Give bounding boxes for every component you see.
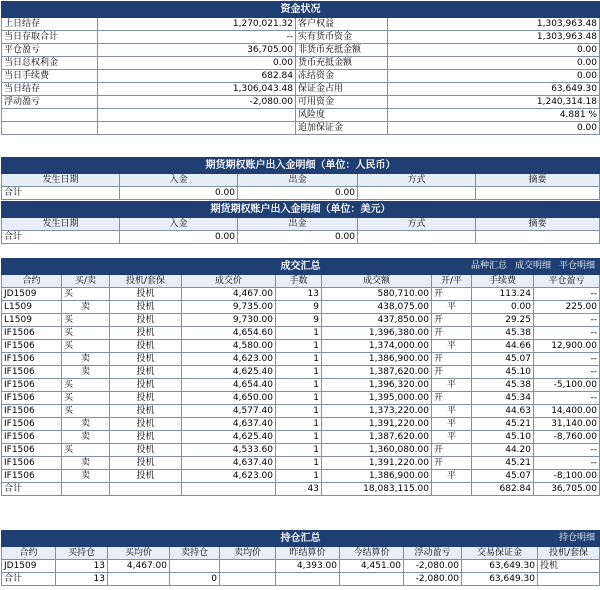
trade-cell: --: [534, 366, 600, 379]
trade-cell: 卖: [62, 353, 110, 366]
trade-cell: 44.66: [472, 340, 534, 353]
trade-cell: 投机: [110, 288, 182, 301]
trade-summary-table: [1, 258, 600, 496]
fund-right-value: 1,303,963.48: [388, 31, 600, 44]
position-detail-link[interactable]: 持仓明细: [558, 533, 595, 543]
trade-cell: --: [534, 353, 600, 366]
trade-cell: 开: [432, 366, 472, 379]
trade-cell: --: [534, 288, 600, 301]
fund-right-label: 实有货币资金: [296, 31, 388, 44]
trade-cell: --: [534, 327, 600, 340]
trade-cell: 45.21: [472, 457, 534, 470]
trade-row: [2, 470, 600, 483]
trade-cell: 4,637.40: [182, 457, 276, 470]
fund-left-label: 当日存取合计: [2, 31, 98, 44]
fund-left-label: 当日手续费: [2, 70, 98, 83]
fund-right-label: 冻结资金: [296, 70, 388, 83]
trade-row: [2, 444, 600, 457]
trade-row: [2, 366, 600, 379]
trade-cell: 1,374,000.00: [322, 340, 432, 353]
trade-cell: 4,650.00: [182, 392, 276, 405]
trade-link[interactable]: 平仓明细: [558, 261, 595, 271]
trade-total-amount: 18,083,115.00: [322, 483, 432, 496]
trade-cell: IF1506: [2, 444, 62, 457]
usd-total-label: 合计: [2, 231, 120, 244]
trade-cell: 4,625.40: [182, 431, 276, 444]
trade-row: [2, 405, 600, 418]
trade-cell: 4,577.40: [182, 405, 276, 418]
trade-cell: IF1506: [2, 418, 62, 431]
trade-cell: 437,850.00: [322, 314, 432, 327]
trade-cell: 225.00: [534, 301, 600, 314]
cny-total-out: 0.00: [238, 187, 358, 200]
fund-right-label: 货币充抵金额: [296, 57, 388, 70]
trade-cell: 1,386,900.00: [322, 353, 432, 366]
trade-cell: JD1509: [2, 288, 62, 301]
trade-cell: 开: [432, 392, 472, 405]
trade-cell: 4,533.60: [182, 444, 276, 457]
trade-cell: 卖: [62, 418, 110, 431]
trade-cell: 9,730.00: [182, 314, 276, 327]
trade-cell: 平: [432, 301, 472, 314]
cny-total-in: 0.00: [120, 187, 238, 200]
trade-cell: 卖: [62, 457, 110, 470]
trade-cell: 卖: [62, 470, 110, 483]
trade-cell: IF1506: [2, 470, 62, 483]
position-summary-title: 持仓汇总: [280, 533, 321, 544]
trade-cell: 45.10: [472, 431, 534, 444]
trade-cell: 580,710.00: [322, 288, 432, 301]
fund-left-label: 当日结存: [2, 83, 98, 96]
fund-left-label: 浮动盈亏: [2, 96, 98, 109]
position-total-margin: 63,649.30: [462, 573, 538, 586]
trade-cell: 卖: [62, 366, 110, 379]
trade-cell: IF1506: [2, 366, 62, 379]
trade-row: [2, 392, 600, 405]
trade-cell: IF1506: [2, 457, 62, 470]
trade-cell: IF1506: [2, 353, 62, 366]
trade-total-fee: 682.84: [472, 483, 534, 496]
trade-cell: 45.21: [472, 418, 534, 431]
trade-cell: 1,387,620.00: [322, 366, 432, 379]
fund-left-value: 1,306,043.48: [98, 83, 296, 96]
trade-cell: 9: [276, 301, 322, 314]
position-header-cell: 昨结算价: [276, 547, 340, 560]
trade-cell: 1: [276, 327, 322, 340]
fund-status-table: [1, 1, 600, 135]
trade-total-qty: 43: [276, 483, 322, 496]
trade-cell: 1,391,220.00: [322, 418, 432, 431]
trade-cell: 44.20: [472, 444, 534, 457]
fund-right-value: 4.881 %: [388, 109, 600, 122]
position-header-cell: 卖持仓: [170, 547, 220, 560]
trade-cell: 1: [276, 405, 322, 418]
trade-cell: 投机: [110, 457, 182, 470]
trade-cell: 45.34: [472, 392, 534, 405]
fund-row: [2, 83, 600, 96]
trade-cell: 438,075.00: [322, 301, 432, 314]
usd-total-out: 0.00: [238, 231, 358, 244]
trade-cell: --: [534, 314, 600, 327]
trade-cell: 1,387,620.00: [322, 431, 432, 444]
trade-cell: 平: [432, 418, 472, 431]
trade-cell: 113.24: [472, 288, 534, 301]
trade-cell: 平: [432, 379, 472, 392]
trade-cell: 4,637.40: [182, 418, 276, 431]
fund-left-value: 0.00: [98, 57, 296, 70]
trade-cell: 9: [276, 314, 322, 327]
fund-right-value: 0.00: [388, 122, 600, 135]
fund-left-label: 平仓盈亏: [2, 44, 98, 57]
fund-left-value: -2,080.00: [98, 96, 296, 109]
position-header-cell: 投机/套保: [538, 547, 600, 560]
trade-cell: 投机: [110, 379, 182, 392]
position-row: [2, 560, 600, 573]
usd-header-cell: 方式: [358, 218, 476, 231]
trade-cell: 4,623.00: [182, 470, 276, 483]
trade-cell: 1: [276, 366, 322, 379]
trade-row: [2, 327, 600, 340]
fund-right-value: 1,240,314.18: [388, 96, 600, 109]
trade-cell: IF1506: [2, 392, 62, 405]
fund-left-value: 1,270,021.32: [98, 18, 296, 31]
trade-cell: 1: [276, 444, 322, 457]
trade-cell: 买: [62, 379, 110, 392]
trade-cell: 45.38: [472, 379, 534, 392]
trade-cell: 1: [276, 457, 322, 470]
trade-cell: 投机: [110, 314, 182, 327]
fund-right-value: 0.00: [388, 57, 600, 70]
trade-row: [2, 314, 600, 327]
trade-cell: --: [534, 444, 600, 457]
usd-header-cell: 入金: [120, 218, 238, 231]
fund-left-empty: [2, 109, 98, 122]
position-header-cell: 合约: [2, 547, 56, 560]
trade-header-cell: 手数: [276, 275, 322, 288]
trade-cell: 1: [276, 340, 322, 353]
trade-cell: 4,467.00: [182, 288, 276, 301]
position-header-cell: 卖均价: [220, 547, 276, 560]
fund-row: [2, 57, 600, 70]
usd-deposit-title: 期货期权账户出入金明细（单位：美元）: [2, 202, 600, 218]
trade-cell: -5,100.00: [534, 379, 600, 392]
trade-cell: 投机: [110, 405, 182, 418]
trade-header-cell: 买/卖: [62, 275, 110, 288]
position-cell: -2,080.00: [404, 560, 462, 573]
cny-header-cell: 摘要: [476, 174, 600, 187]
trade-row: [2, 301, 600, 314]
cny-total-label: 合计: [2, 187, 120, 200]
trade-cell: 13: [276, 288, 322, 301]
trade-cell: 投机: [110, 301, 182, 314]
trade-cell: IF1506: [2, 327, 62, 340]
trade-cell: 31,140.00: [534, 418, 600, 431]
trade-cell: 开: [432, 353, 472, 366]
fund-left-empty: [98, 122, 296, 135]
trade-cell: 44.63: [472, 405, 534, 418]
trade-cell: 投机: [110, 444, 182, 457]
cny-header-cell: 出金: [238, 174, 358, 187]
position-cell: 63,649.30: [462, 560, 538, 573]
fund-row: [2, 31, 600, 44]
trade-cell: -8,760.00: [534, 431, 600, 444]
trade-cell: 投机: [110, 340, 182, 353]
usd-header-cell: 出金: [238, 218, 358, 231]
trade-cell: 买: [62, 340, 110, 353]
fund-right-label: 可用资金: [296, 96, 388, 109]
trade-summary-title: 成交汇总: [280, 261, 321, 272]
trade-cell: 1,360,080.00: [322, 444, 432, 457]
trade-row: [2, 431, 600, 444]
position-cell: 13: [56, 560, 108, 573]
trade-row: [2, 340, 600, 353]
fund-row: [2, 44, 600, 57]
trade-cell: 45.10: [472, 366, 534, 379]
position-header-cell: 买持仓: [56, 547, 108, 560]
trade-cell: 45.07: [472, 470, 534, 483]
trade-cell: 4,654.40: [182, 379, 276, 392]
cny-deposit-table: [1, 157, 600, 200]
trade-cell: IF1506: [2, 431, 62, 444]
trade-cell: 开: [432, 314, 472, 327]
trade-cell: 1: [276, 431, 322, 444]
trade-cell: 投机: [110, 418, 182, 431]
trade-cell: 1: [276, 418, 322, 431]
trade-cell: 4,625.40: [182, 366, 276, 379]
position-cell: 4,393.00: [276, 560, 340, 573]
fund-left-empty: [98, 109, 296, 122]
trade-cell: 卖: [62, 431, 110, 444]
fund-left-value: 36,705.00: [98, 44, 296, 57]
fund-left-label: 当日总权利金: [2, 57, 98, 70]
position-cell: [170, 560, 220, 573]
fund-right-value: 1,303,963.48: [388, 18, 600, 31]
position-cell: JD1509: [2, 560, 56, 573]
position-cell: 投机: [538, 560, 600, 573]
trade-cell: 1,386,900.00: [322, 470, 432, 483]
trade-cell: 买: [62, 444, 110, 457]
fund-row: [2, 18, 600, 31]
trade-cell: 1,396,380.00: [322, 327, 432, 340]
trade-cell: 开: [432, 444, 472, 457]
trade-cell: 买: [62, 327, 110, 340]
trade-cell: 1: [276, 470, 322, 483]
fund-right-value: 0.00: [388, 44, 600, 57]
fund-left-label: 上日结存: [2, 18, 98, 31]
position-cell: [220, 560, 276, 573]
trade-cell: 9,735.00: [182, 301, 276, 314]
fund-row: [2, 109, 600, 122]
trade-total-label: 合计: [2, 483, 62, 496]
fund-right-label: 追加保证金: [296, 122, 388, 135]
position-total-sell: 0: [170, 573, 220, 586]
fund-right-value: 63,649.30: [388, 83, 600, 96]
trade-cell: 45.07: [472, 353, 534, 366]
trade-cell: IF1506: [2, 340, 62, 353]
trade-cell: 投机: [110, 392, 182, 405]
trade-cell: --: [534, 392, 600, 405]
trade-cell: L1509: [2, 314, 62, 327]
trade-cell: 12,900.00: [534, 340, 600, 353]
trade-cell: 4,580.00: [182, 340, 276, 353]
trade-cell: 45.38: [472, 327, 534, 340]
position-header-cell: 今结算价: [340, 547, 404, 560]
trade-row: [2, 353, 600, 366]
trade-cell: 4,654.60: [182, 327, 276, 340]
trade-cell: 开: [432, 457, 472, 470]
trade-header-cell: 合约: [2, 275, 62, 288]
fund-right-label: 风险度: [296, 109, 388, 122]
trade-cell: 1: [276, 353, 322, 366]
position-cell: 4,451.00: [340, 560, 404, 573]
fund-left-value: --: [98, 31, 296, 44]
trade-cell: 1: [276, 379, 322, 392]
position-total-label: 合计: [2, 573, 56, 586]
trade-row: [2, 418, 600, 431]
trade-header-cell: 成交价: [182, 275, 276, 288]
trade-cell: 平: [432, 405, 472, 418]
fund-right-label: 非货币充抵金额: [296, 44, 388, 57]
cny-header-cell: 方式: [358, 174, 476, 187]
usd-header-cell: 摘要: [476, 218, 600, 231]
trade-cell: L1509: [2, 301, 62, 314]
fund-row: [2, 122, 600, 135]
position-total-pnl: -2,080.00: [404, 573, 462, 586]
usd-deposit-table: [1, 201, 600, 244]
cny-deposit-title: 期货期权账户出入金明细（单位：人民币）: [2, 158, 600, 174]
position-header-cell: 交易保证金: [462, 547, 538, 560]
trade-cell: 平: [432, 431, 472, 444]
trade-cell: 投机: [110, 431, 182, 444]
trade-row: [2, 379, 600, 392]
trade-cell: 平: [432, 470, 472, 483]
trade-cell: 卖: [62, 301, 110, 314]
trade-cell: -8,100.00: [534, 470, 600, 483]
trade-cell: 投机: [110, 470, 182, 483]
position-header-cell: 浮动盈亏: [404, 547, 462, 560]
trade-row: [2, 457, 600, 470]
trade-cell: 买: [62, 392, 110, 405]
trade-cell: 投机: [110, 366, 182, 379]
trade-cell: 买: [62, 288, 110, 301]
trade-header-cell: 成交额: [322, 275, 432, 288]
trade-cell: 0.00: [472, 301, 534, 314]
trade-cell: 平: [432, 340, 472, 353]
trade-header-cell: 投机/套保: [110, 275, 182, 288]
trade-cell: 1,395,000.00: [322, 392, 432, 405]
usd-total-in: 0.00: [120, 231, 238, 244]
fund-status-title: 资金状况: [2, 2, 600, 18]
fund-row: [2, 96, 600, 109]
fund-row: [2, 70, 600, 83]
position-header-cell: 买均价: [108, 547, 170, 560]
fund-left-empty: [2, 122, 98, 135]
trade-cell: 1,396,320.00: [322, 379, 432, 392]
trade-cell: 14,400.00: [534, 405, 600, 418]
position-summary-table: [1, 530, 600, 586]
trade-header-cell: 手续费: [472, 275, 534, 288]
fund-right-label: 客户权益: [296, 18, 388, 31]
trade-cell: 开: [432, 327, 472, 340]
trade-cell: 投机: [110, 353, 182, 366]
trade-link[interactable]: 品种汇总: [470, 261, 507, 271]
cny-header-cell: 发生日期: [2, 174, 120, 187]
trade-cell: 买: [62, 314, 110, 327]
cny-header-cell: 入金: [120, 174, 238, 187]
trade-cell: 投机: [110, 327, 182, 340]
trade-cell: 买: [62, 405, 110, 418]
trade-cell: IF1506: [2, 405, 62, 418]
trade-cell: 开: [432, 288, 472, 301]
trade-header-cell: 开/平: [432, 275, 472, 288]
trade-cell: --: [534, 457, 600, 470]
trade-cell: 29.25: [472, 314, 534, 327]
position-cell: 4,467.00: [108, 560, 170, 573]
trade-header-cell: 平仓盈亏: [534, 275, 600, 288]
trade-total-pnl: 36,705.00: [534, 483, 600, 496]
fund-right-value: 0.00: [388, 70, 600, 83]
position-total-buy: 13: [56, 573, 108, 586]
usd-header-cell: 发生日期: [2, 218, 120, 231]
trade-cell: 1: [276, 392, 322, 405]
trade-cell: 1,373,220.00: [322, 405, 432, 418]
trade-row: [2, 288, 600, 301]
trade-cell: 1,391,220.00: [322, 457, 432, 470]
fund-right-label: 保证金占用: [296, 83, 388, 96]
trade-cell: IF1506: [2, 379, 62, 392]
trade-cell: 4,623.00: [182, 353, 276, 366]
fund-left-value: 682.84: [98, 70, 296, 83]
trade-link[interactable]: 成交明细: [514, 261, 551, 271]
